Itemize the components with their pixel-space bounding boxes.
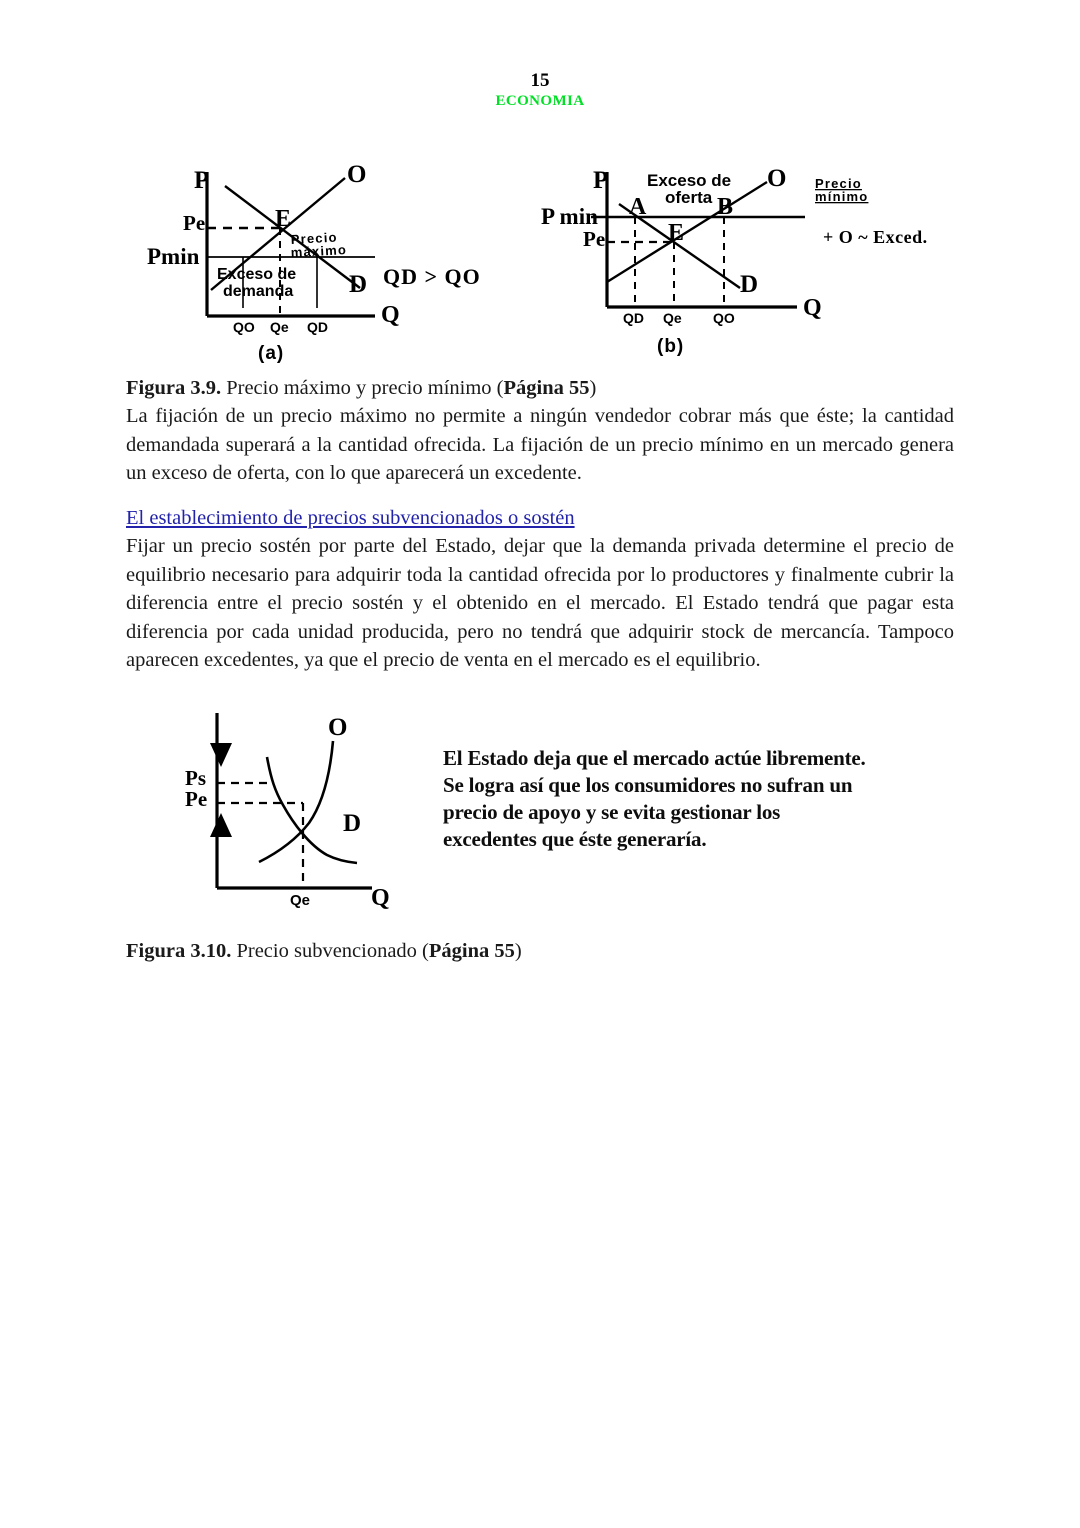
panel-a-supply-label: O <box>347 161 367 188</box>
panel-a-panel-label: (a) <box>258 343 285 364</box>
figure-3-10-ps-label: Ps <box>185 766 206 790</box>
panel-b-chart <box>535 160 935 365</box>
price-down-arrow-icon <box>210 743 232 767</box>
panel-a-shortage-note-line1: Exceso de <box>217 266 297 283</box>
panel-b-supply-label: O <box>767 165 787 192</box>
panel-a-xtick-1: Qe <box>270 319 289 335</box>
panel-b-xtick-1: Qe <box>663 310 682 326</box>
section-heading-precios-subvencionados: El establecimiento de precios subvencionados o sostén <box>126 507 575 529</box>
panel-b-point-b-label: B <box>717 194 734 220</box>
panel-b-pmin-label: P min <box>541 204 598 229</box>
panel-b-equilibrium-label: E <box>668 220 685 246</box>
figure-3-10-x-axis-label: Q <box>371 885 390 911</box>
panel-a-ceiling-note-line2: máximo <box>290 242 348 260</box>
figure-3-9-panel-b <box>535 160 935 365</box>
figure-3-10-chart <box>175 705 425 925</box>
panel-a-xtick-2: QD <box>307 319 328 335</box>
panel-b-surplus-note-line2: oferta <box>665 188 713 207</box>
panel-a-y-axis-label: P <box>194 167 210 194</box>
panel-b-y-axis-label: P <box>593 167 609 194</box>
page-number: 15 <box>530 70 550 91</box>
figure-3-10-xtick-qe: Qe <box>290 892 311 909</box>
figure-3-10-annotation-line-4: excedentes que éste generaría. <box>443 827 707 851</box>
panel-b-pe-label: Pe <box>583 227 606 251</box>
figure-3-10-caption-number: Figura 3.10. <box>126 940 232 962</box>
figure-3-10-demand-label: D <box>343 810 362 837</box>
panel-a-pe-label: Pe <box>183 211 206 235</box>
figure-3-10-caption-page: Página 55 <box>428 940 515 962</box>
page-header <box>0 70 1080 110</box>
figure-3-10-annotation-line-1: El Estado deja que el mercado actúe libremente. <box>443 746 866 770</box>
panel-b-point-a-label: A <box>629 194 647 220</box>
figure-3-10-supply-label: O <box>328 714 348 741</box>
panel-b-demand-label: D <box>740 271 759 298</box>
panel-b-panel-label: (b) <box>657 336 685 357</box>
panel-a-chart <box>145 160 505 365</box>
panel-b-floor-note-line2: mínimo <box>815 189 869 204</box>
figure-3-9-caption-text: Precio máximo y precio mínimo ( <box>221 377 504 399</box>
panel-b-surplus-note-line1: Exceso de <box>647 171 732 190</box>
figure-3-9-caption-number: Figura 3.9. <box>126 377 222 399</box>
figure-3-10-annotation-line-3: precio de apoyo y se evita gestionar los <box>443 800 781 824</box>
figure-3-9-paragraph: La fijación de un precio máximo no permite a ningún vendedor cobrar más que éste; la cantidad demandada superará a la cantidad ofrecida. La fijación de un precio mínimo en un mercado genera un exceso de oferta, con lo que aparecerá un excedente. <box>126 405 954 484</box>
panel-a-equilibrium-label: E <box>275 206 292 232</box>
panel-b-excess-note: + O ~ Exced. <box>823 227 928 247</box>
figure-3-9-panel-a <box>145 160 505 365</box>
panel-a-inequality-note: QD > QO <box>383 264 481 289</box>
price-up-arrow-icon <box>210 813 232 837</box>
panel-b-xtick-2: QO <box>713 310 735 326</box>
figure-3-9-caption-page: Página 55 <box>503 377 590 399</box>
panel-a-shortage-note-line2: demanda <box>223 283 294 300</box>
supply-curve <box>259 741 333 862</box>
figure-3-10-caption <box>126 937 954 965</box>
figure-3-10-annotation <box>443 745 866 853</box>
figure-3-10-annotation-line-2: Se logra así que los consumidores no sufran un <box>443 773 853 797</box>
figure-3-10-caption-tail: ) <box>514 940 522 962</box>
section-paragraph-precios-subvencionados: Fijar un precio sostén por parte del Estado, dejar que la demanda privada determine el precio de equilibrio necesario para adquirir toda la cantidad ofrecida por lo productores y finalmente cubrir la diferencia entre el precio sostén y el obtenido en el mercado. El Estado tendrá que pagar esta diferencia por cada unidad producida, pero no tendrá que adquirir stock de mercancía. Tampoco aparecen excedentes, ya que el precio de venta en el mercado es el equilibrio. <box>126 535 954 671</box>
figure-3-10-caption-text: Precio subvencionado ( <box>231 940 429 962</box>
figure-3-9-graphics <box>0 160 1080 370</box>
panel-a-demand-label: D <box>349 271 368 298</box>
panel-b-xtick-0: QD <box>623 310 644 326</box>
figure-3-9-caption-tail: ) <box>589 377 597 399</box>
department-title: ECONOMIA <box>495 93 585 109</box>
panel-a-pmin-label: Pmin <box>147 244 200 269</box>
figure-3-10-pe-label: Pe <box>185 787 208 811</box>
panel-b-floor-note-line1: Precio <box>815 176 862 191</box>
panel-a-x-axis-label: Q <box>381 302 400 328</box>
panel-a-ceiling-note-line1: Precio <box>290 229 339 247</box>
figure-3-10-graphic <box>175 705 425 925</box>
panel-a-xtick-0: QO <box>233 319 255 335</box>
panel-b-x-axis-label: Q <box>803 295 822 321</box>
figure-3-9-caption <box>126 374 954 402</box>
